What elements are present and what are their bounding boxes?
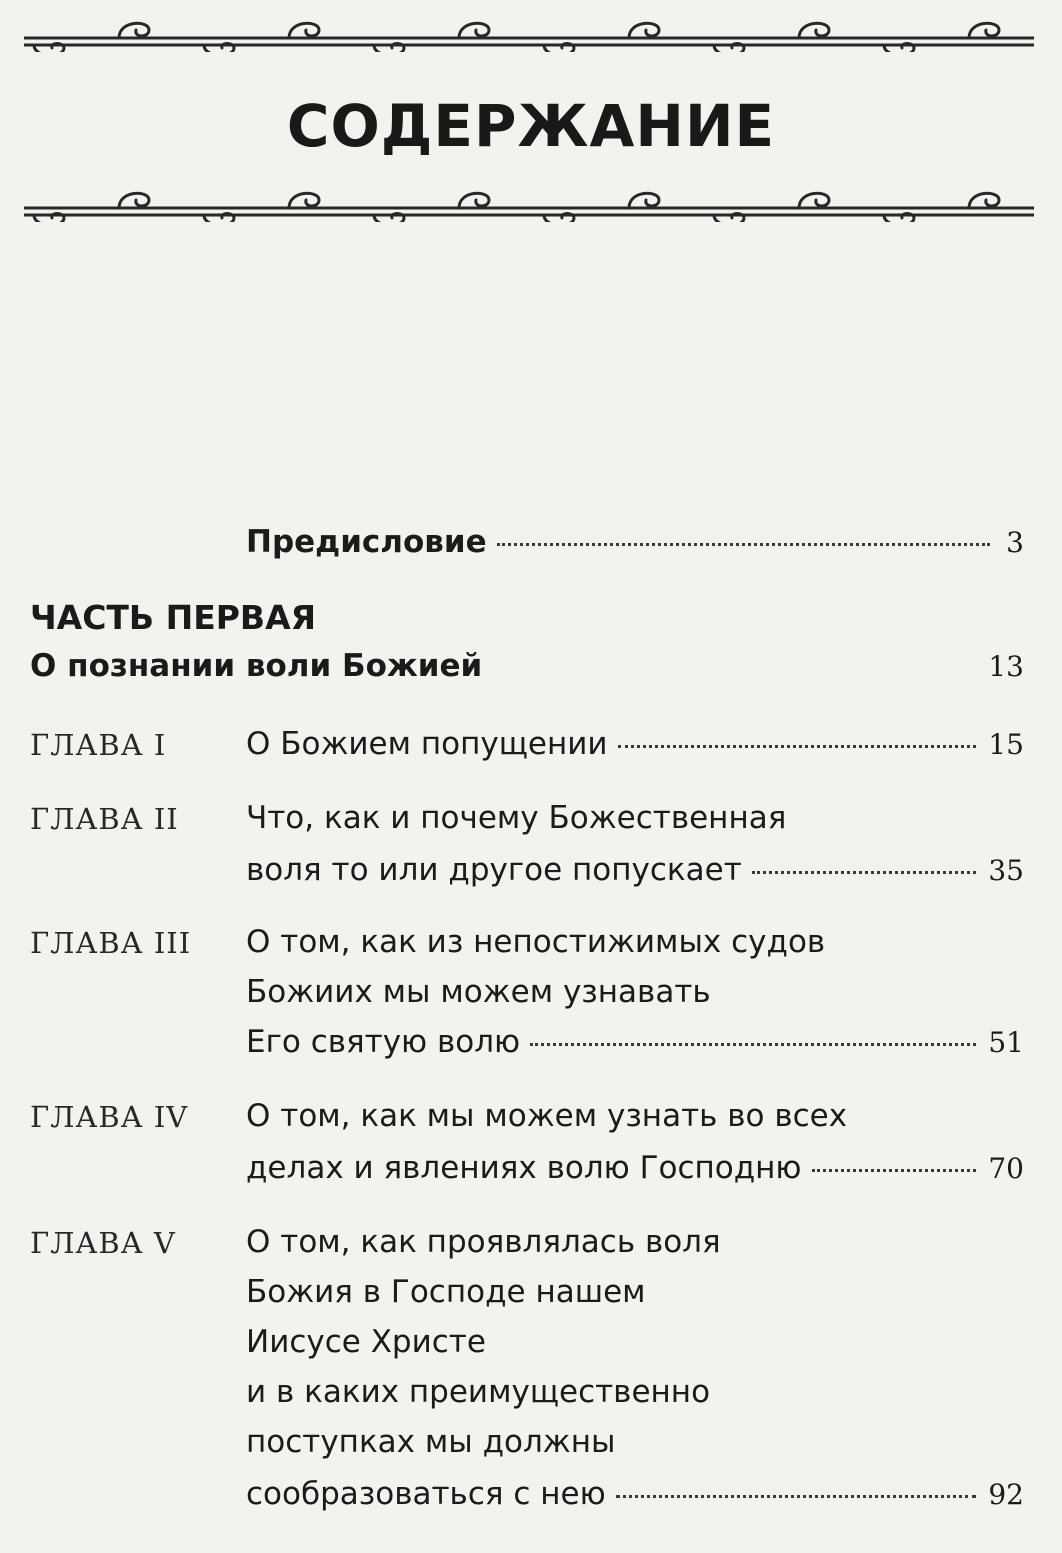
toc-page-number: 3: [1006, 526, 1024, 559]
toc-page-number: 51: [988, 1026, 1024, 1059]
chapter-label: ГЛАВА I: [30, 728, 167, 762]
page-title: СОДЕРЖАНИЕ: [286, 92, 776, 160]
toc-page-number: 13: [988, 650, 1024, 683]
dot-leader: [618, 745, 977, 748]
chapter-label: ГЛАВА II: [30, 802, 179, 836]
toc-entry-line: О том, как проявлялась воля: [246, 1224, 721, 1260]
dot-leader: [616, 1495, 977, 1498]
chapter-label: ГЛАВА IV: [30, 1100, 189, 1134]
toc-entry-part-one[interactable]: [30, 648, 1024, 684]
toc-entry-chapter-3[interactable]: [246, 1024, 1024, 1060]
toc-entry-line: поступках мы должны: [246, 1424, 616, 1460]
toc-entry-line: О Божием попущении: [246, 726, 608, 762]
toc-entry-chapter-2[interactable]: [246, 852, 1024, 888]
toc-entry-line: О том, как из непостижимых судов: [246, 924, 826, 960]
toc-entry-line: делах и явлениях волю Господню: [246, 1150, 802, 1186]
toc-entry-line: Божиих мы можем узнавать: [246, 974, 711, 1010]
toc-page-number: 70: [988, 1152, 1024, 1185]
toc-page-number: 92: [988, 1478, 1024, 1511]
toc-entry-label: Предисловие: [246, 524, 487, 560]
dot-leader: [812, 1169, 977, 1172]
ornament-band-top: [24, 10, 1034, 52]
toc-entry-chapter-1[interactable]: [246, 726, 1024, 762]
toc-entry-line: сообразоваться с нею: [246, 1476, 606, 1512]
dot-leader: [497, 543, 990, 546]
toc-entry-line: Что, как и почему Божественная: [246, 800, 787, 836]
toc-entry-line: Иисусе Христе: [246, 1324, 486, 1360]
toc-entry-line: и в каких преимущественно: [246, 1374, 711, 1410]
toc-entry-line: О том, как мы можем узнать во всех: [246, 1098, 848, 1134]
part-heading: ЧАСТЬ ПЕРВАЯ: [30, 598, 317, 637]
toc-entry-line: воля то или другое попускает: [246, 852, 742, 888]
toc-entry-chapter-5[interactable]: [246, 1476, 1024, 1512]
chapter-label: ГЛАВА V: [30, 1226, 176, 1260]
chapter-label: ГЛАВА III: [30, 926, 192, 960]
toc-entry-chapter-4[interactable]: [246, 1150, 1024, 1186]
toc-page-number: 15: [988, 728, 1024, 761]
dot-leader: [530, 1043, 976, 1046]
dot-leader: [752, 871, 977, 874]
toc-page-number: 35: [988, 854, 1024, 887]
toc-entry-line: Божия в Господе нашем: [246, 1274, 646, 1310]
ornament-band-bottom: [24, 180, 1034, 222]
toc-entry-line: Его святую волю: [246, 1024, 521, 1060]
part-title: О познании воли Божией: [30, 648, 483, 684]
toc-entry-preface[interactable]: [246, 524, 1024, 560]
